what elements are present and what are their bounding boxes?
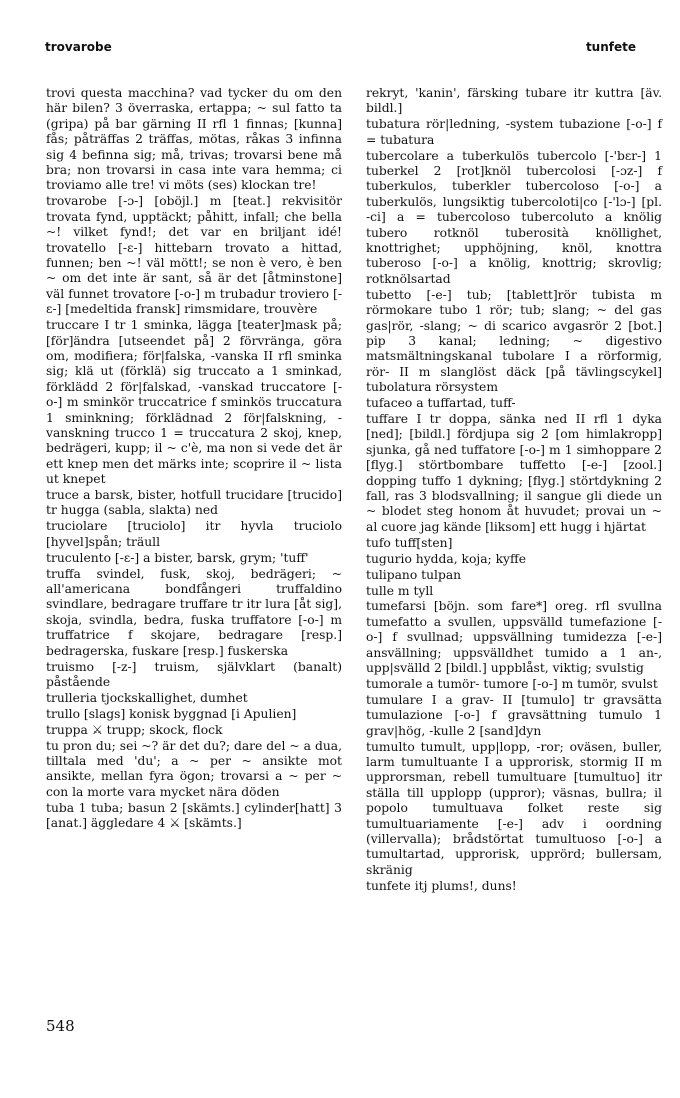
dictionary-entry: tubetto [-e-] tub; [tablett]rör tubista m rörmokare tubo 1 rör; tub; slang; ~ del gas gas|rör, -slang; ~ di scarico avgasrör 2 [bot.] pip 3 kanal; ledning; ~ digestivo matsmältningskanal tubolare I a rörformig, rör- II m slanglöst däck [på tävlingscykel] tubolatura rörsystem xyxy=(366,287,662,395)
dictionary-entry: rekryt, 'kanin', färsking tubare itr kuttra [äv. bildl.] xyxy=(366,86,662,116)
right-column xyxy=(366,86,662,895)
dictionary-entry: tubercolare a tuberkulös tubercolo [-'bɛr-] 1 tuberkel 2 [rot]knöl tubercolosi [-ɔz-] f tuberkulos, tuberkler tubercoloso [-o-] a tuberkulös, lungsiktig tubercoloti|co [-'lɔ-] [pl. -ci] a = tubercoloso tubercoluto a knölig tubero rotknöl tuberosità knöllighet, knottrighet; upphöjning, knöl, knottra tuberoso [-o-] a knölig, knottrig; skrovlig; rotknölsartad xyxy=(366,148,662,286)
dictionary-entry: tu pron du; sei ~? är det du?; dare del ~ a dua, tilltala med 'du'; a ~ per ~ ansikte mot ansikte, mellan fyra ögon; trovarsi a ~ per ~ con la morte vara mycket nära döden xyxy=(46,738,342,799)
dictionary-entry: tugurio hydda, koja; kyffe xyxy=(366,551,526,566)
right-guideword: tunfete xyxy=(585,40,636,54)
dictionary-entry: truffa svindel, fusk, skoj, bedrägeri; ~ all'americana bondfångeri truffaldino svindlare, bedragare truffare tr itr lura [åt sig], skoja, svindla, bedra, fuska truffatore [-o-] m truffatrice f skojare, bedragare [resp.] bedragerska, fuskare [resp.] fuskerska xyxy=(46,566,342,658)
dictionary-entry: truismo [-z-] truism, självklart (banalt) påstående xyxy=(46,659,342,689)
dictionary-entry: trovarobe [-ɔ-] [oböjl.] m [teat.] rekvisitör trovata fynd, upptäckt; påhitt, infall; che bella ~! vilket fynd!; det var en briljant idé! trovatello [-ɛ-] hittebarn trovato a hittad, funnen; ben ~! väl mött!; se non è vero, è ben ~ om det inte är sant, så är det [åtminstone] väl funnet trovatore [-o-] m trubadur troviero [-ɛ-] [medeltida fransk] rimsmidare, trouvère xyxy=(46,194,342,317)
dictionary-entry: tufo tuff[sten] xyxy=(366,535,453,550)
dictionary-entry: tulle m tyll xyxy=(366,583,434,598)
dictionary-entry: tumefarsi [böjn. som fare*] oreg. rfl svullna tumefatto a svullen, uppsvälld tumefazione [-o-] f svullnad; uppsvällning tumidezza [-e-] ansvällning; uppsvälldhet tumido a 1 an-, upp|svälld 2 [bildl.] uppblåst, viktig; svulstig xyxy=(366,599,662,676)
page-number: 548 xyxy=(46,1017,75,1035)
left-guideword: trovarobe xyxy=(45,40,112,54)
dictionary-entry: tuffare I tr doppa, sänka ned II rfl 1 dyka [ned]; [bildl.] fördjupa sig 2 [om himlakropp] sjunka, gå ned tuffatore [-o-] m 1 simhoppare 2 [flyg.] störtbombare tuffetto [-e-] [zool.] dopping tuffo 1 dykning; [flyg.] störtdykning 2 fall, ras 3 blodsvallning; il sangue gli diede un ~ blodet steg honom åt huvudet; provai un ~ al cuore jag kände [liksom] ett hugg i hjärtat xyxy=(366,412,662,534)
dictionary-entry: tubatura rör|ledning, -system tubazione [-o-] f = tubatura xyxy=(366,117,662,147)
dictionary-entry: tulipano tulpan xyxy=(366,567,462,582)
dictionary-entry: tufaceo a tuffartad, tuff- xyxy=(366,396,516,411)
dictionary-entry: trullo [slags] konisk byggnad [i Apulien] xyxy=(46,706,297,721)
dictionary-entry: tuba 1 tuba; basun 2 [skämts.] cylinder[hatt] 3 [anat.] äggledare 4 ⚔ [skämts.] xyxy=(46,800,342,831)
left-column xyxy=(46,86,342,832)
dictionary-entry: truciolare [truciolo] itr hyvla truciolo [hyvel]spån; träull xyxy=(46,519,342,549)
dictionary-entry: truce a barsk, bister, hotfull trucidare [trucido] tr hugga (sabla, slakta) ned xyxy=(46,488,342,518)
dictionary-entry: tumulto tumult, upp|lopp, -ror; oväsen, buller, larm tumultuante I a upprorisk, stormig II m upprorsman, rebell tumultuare [tumultuo] itr ställa till upplopp (uppror); väsnas, bullra; il popolo tumultuava folket reste sig tumultuariamente [-e-] adv i oordning (villervalla); brådstörtat tumultuoso [-o-] a tumultartad, upprorisk, upprörd; bullersam, skränig xyxy=(366,739,662,877)
dictionary-entry: truppa ⚔ trupp; skock, flock xyxy=(46,722,223,737)
dictionary-entry: tumorale a tumör- tumore [-o-] m tumör, svulst xyxy=(366,676,658,691)
dictionary-entry: tunfete itj plums!, duns! xyxy=(366,878,517,893)
dictionary-entry: trovi questa macchina? vad tycker du om den här bilen? 3 överraska, ertappa; ~ sul fatto ta (gripa) på bar gärning II rfl 1 finnas; [kunna] fås; påträffas 2 träffas, mötas, råkas 3 infinna sig 4 befinna sig; må, trivas; trovarsi bene må bra; non trovarsi in casa inte vara hemma; ci troviamo alle tre! vi möts (ses) klockan tre! xyxy=(46,86,342,193)
dictionary-entry: truccare I tr 1 sminka, lägga [teater]mask på; [för]ändra [utseendet på] 2 förvränga, göra om, modifiera; för|falska, -vanska II rfl sminka sig; klä ut (förklä) sig truccato a 1 sminkad, förklädd 2 för|falskad, -vanskad truccatore [-o-] m sminkör truccatrice f sminkös truccatura 1 sminkning; förklädnad 2 för|falskning, -vanskning trucco 1 = truccatura 2 skoj, knep, bedrägeri, kupp; il ~ c'è, ma non si vede det är ett knep men det märks inte; scoprire il ~ lista ut knepet xyxy=(46,318,342,487)
dictionary-entry: tumulare I a grav- II [tumulo] tr gravsätta tumulazione [-o-] f gravsättning tumulo 1 grav|hög, -kulle 2 [sand]dyn xyxy=(366,692,662,738)
dictionary-entry: trulleria tjockskallighet, dumhet xyxy=(46,690,248,705)
dictionary-entry: truculento [-ɛ-] a bister, barsk, grym; 'tuff' xyxy=(46,550,309,565)
